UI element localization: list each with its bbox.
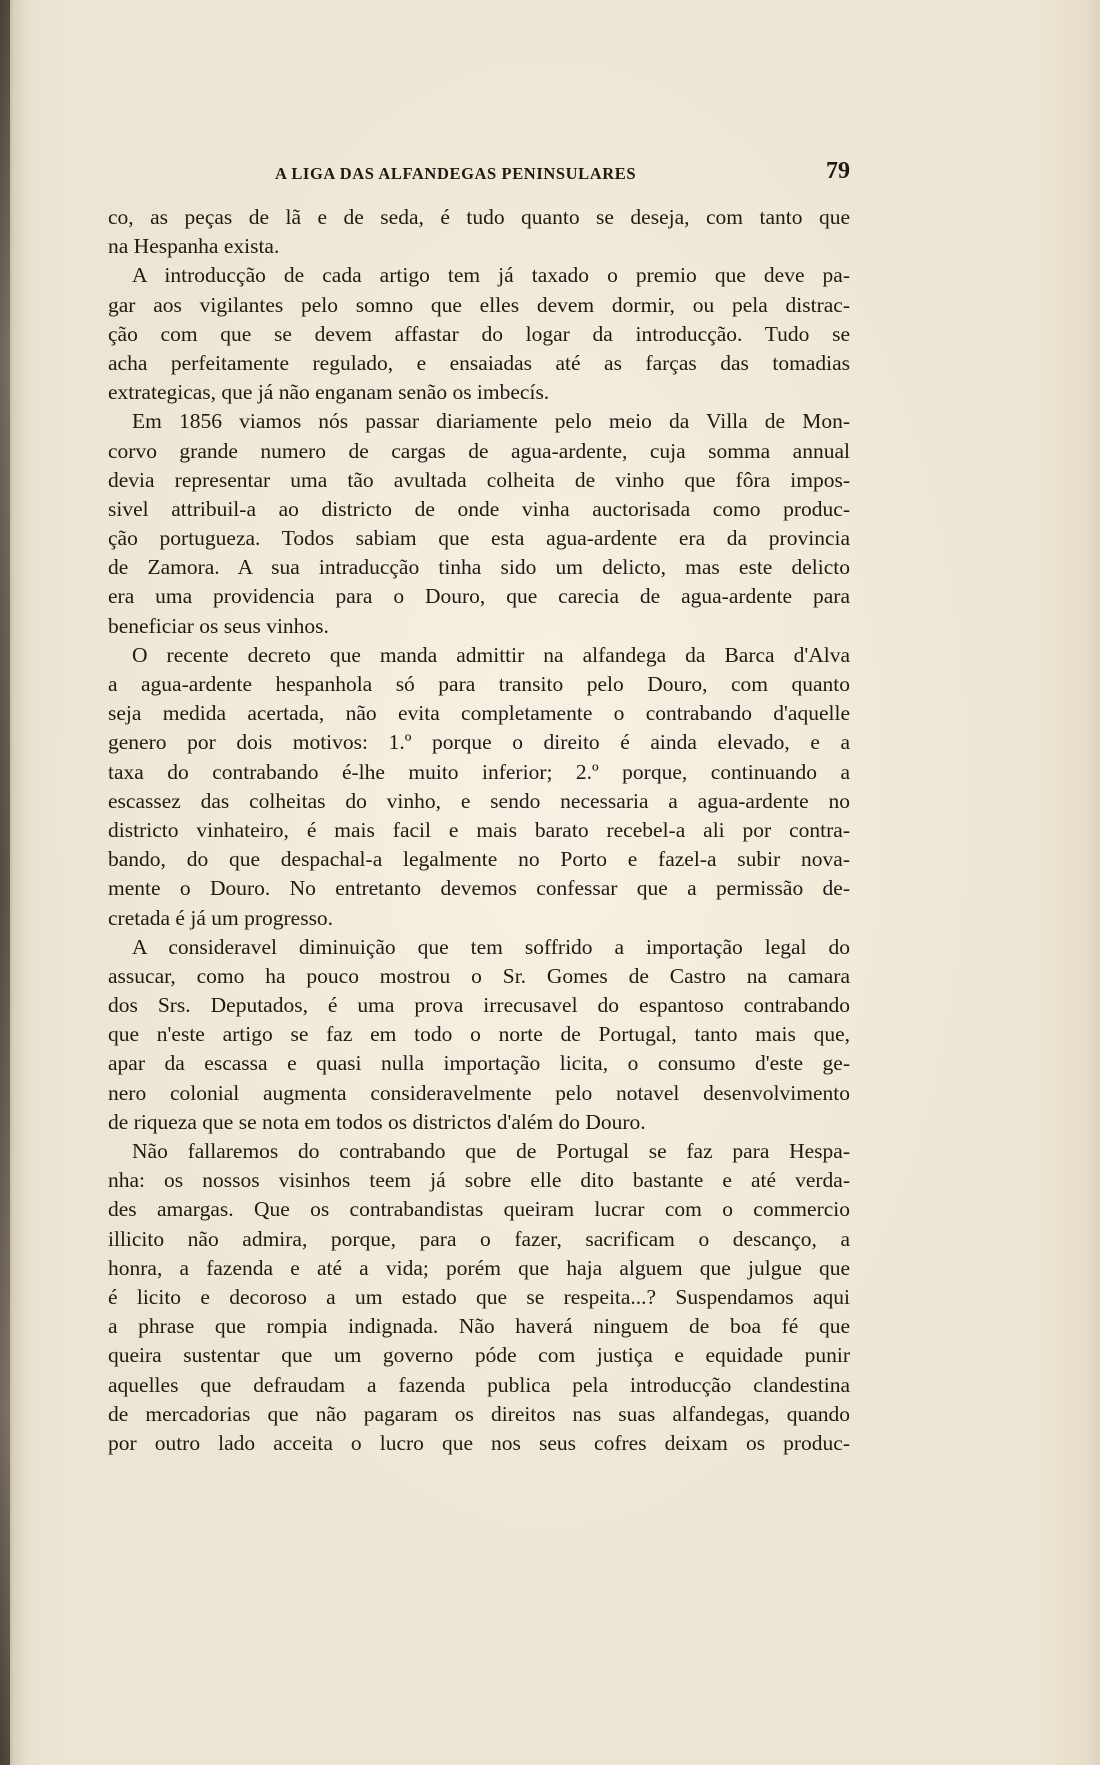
text-line: queira sustentar que um governo póde com justiça e equidade punir xyxy=(108,1343,850,1368)
text-line: bando, do que despachal-a legalmente no Porto e fazel-a subir nova- xyxy=(108,847,850,872)
page-number: 79 xyxy=(826,158,850,184)
text-line: extrategicas, que já não enganam senão os imbecís. xyxy=(108,380,550,405)
running-head xyxy=(110,158,850,188)
text-line: apar da escassa e quasi nulla importação licita, o consumo d'este ge- xyxy=(108,1051,850,1076)
text-line: Não fallaremos do contrabando que de Portugal se faz para Hespa- xyxy=(132,1139,850,1163)
text-line: co, as peças de lã e de seda, é tudo quanto se deseja, com tanto que xyxy=(108,205,850,229)
text-line: era uma providencia para o Douro, que carecia de agua-ardente para xyxy=(108,584,850,609)
text-line: genero por dois motivos: 1.º porque o direito é ainda elevado, e a xyxy=(108,730,850,755)
text-line: é licito e decoroso a um estado que se respeita...? Suspendamos aqui xyxy=(108,1284,850,1309)
text-line: nha: os nossos visinhos teem já sobre elle dito bastante e até verda- xyxy=(108,1168,850,1193)
text-line: devia representar uma tão avultada colheita de vinho que fôra impos- xyxy=(108,467,850,492)
text-line: taxa do contrabando é-lhe muito inferior; 2.º porque, continuando a xyxy=(108,759,850,784)
text-line: por outro lado acceita o lucro que nos seus cofres deixam os produc- xyxy=(108,1430,850,1455)
text-line: acha perfeitamente regulado, e ensaiadas até as farças das tomadias xyxy=(108,350,850,375)
text-line: nero colonial augmenta consideravelmente pelo notavel desenvolvimento xyxy=(108,1080,850,1105)
text-line: mente o Douro. No entretanto devemos confessar que a permissão de- xyxy=(108,876,850,901)
text-line: dos Srs. Deputados, é uma prova irrecusavel do espantoso contrabando xyxy=(108,993,850,1018)
text-line: ção com que se devem affastar do logar da introducção. Tudo se xyxy=(108,321,850,346)
text-line: des amargas. Que os contrabandistas queiram lucrar com o commercio xyxy=(108,1197,850,1222)
text-line: honra, a fazenda e até a vida; porém que haja alguem que julgue que xyxy=(108,1255,850,1280)
running-title: A LIGA DAS ALFANDEGAS PENINSULARES xyxy=(275,164,637,183)
text-line: assucar, como ha pouco mostrou o Sr. Gomes de Castro na camara xyxy=(108,963,850,988)
text-line: que n'este artigo se faz em todo o norte de Portugal, tanto mais que, xyxy=(108,1022,850,1047)
text-line: O recente decreto que manda admittir na alfandega da Barca d'Alva xyxy=(132,642,850,667)
text-line: Em 1856 viamos nós passar diariamente pelo meio da Villa de Mon- xyxy=(132,409,850,434)
text-line: de mercadorias que não pagaram os direitos nas suas alfandegas, quando xyxy=(108,1401,850,1426)
body-text xyxy=(108,203,850,1458)
text-line: illicito não admira, porque, para o fazer, sacrificam o descanço, a xyxy=(108,1226,850,1251)
text-line: A introducção de cada artigo tem já taxado o premio que deve pa- xyxy=(132,263,850,288)
text-line: a phrase que rompia indignada. Não haverá ninguem de boa fé que xyxy=(108,1314,850,1339)
text-line: A consideravel diminuição que tem soffrido a importação legal do xyxy=(132,934,850,959)
text-line: districto vinhateiro, é mais facil e mais barato recebel-a ali por contra- xyxy=(108,817,850,842)
text-line: escassez das colheitas do vinho, e sendo necessaria a agua-ardente no xyxy=(108,788,850,813)
book-spine-edge xyxy=(0,0,10,1765)
text-line: de riqueza que se nota em todos os districtos d'além do Douro. xyxy=(108,1109,646,1134)
text-line: aquelles que defraudam a fazenda publica pela introducção clandestina xyxy=(108,1372,850,1397)
text-line: na Hespanha exista. xyxy=(108,234,280,259)
text-line: ção portugueza. Todos sabiam que esta agua-ardente era da provincia xyxy=(108,526,850,551)
text-line: beneficiar os seus vinhos. xyxy=(108,613,329,638)
text-line: seja medida acertada, não evita completamente o contrabando d'aquelle xyxy=(108,701,850,726)
text-line: sivel attribuil-a ao districto de onde vinha auctorisada como produc- xyxy=(108,496,850,521)
text-line: gar aos vigilantes pelo somno que elles devem dormir, ou pela distrac- xyxy=(108,292,850,317)
text-line: a agua-ardente hespanhola só para transito pelo Douro, com quanto xyxy=(108,672,850,696)
text-line: cretada é já um progresso. xyxy=(108,905,334,930)
text-line: de Zamora. A sua intraducção tinha sido um delicto, mas este delicto xyxy=(108,555,850,580)
text-line: corvo grande numero de cargas de agua-ardente, cuja somma annual xyxy=(108,438,850,463)
